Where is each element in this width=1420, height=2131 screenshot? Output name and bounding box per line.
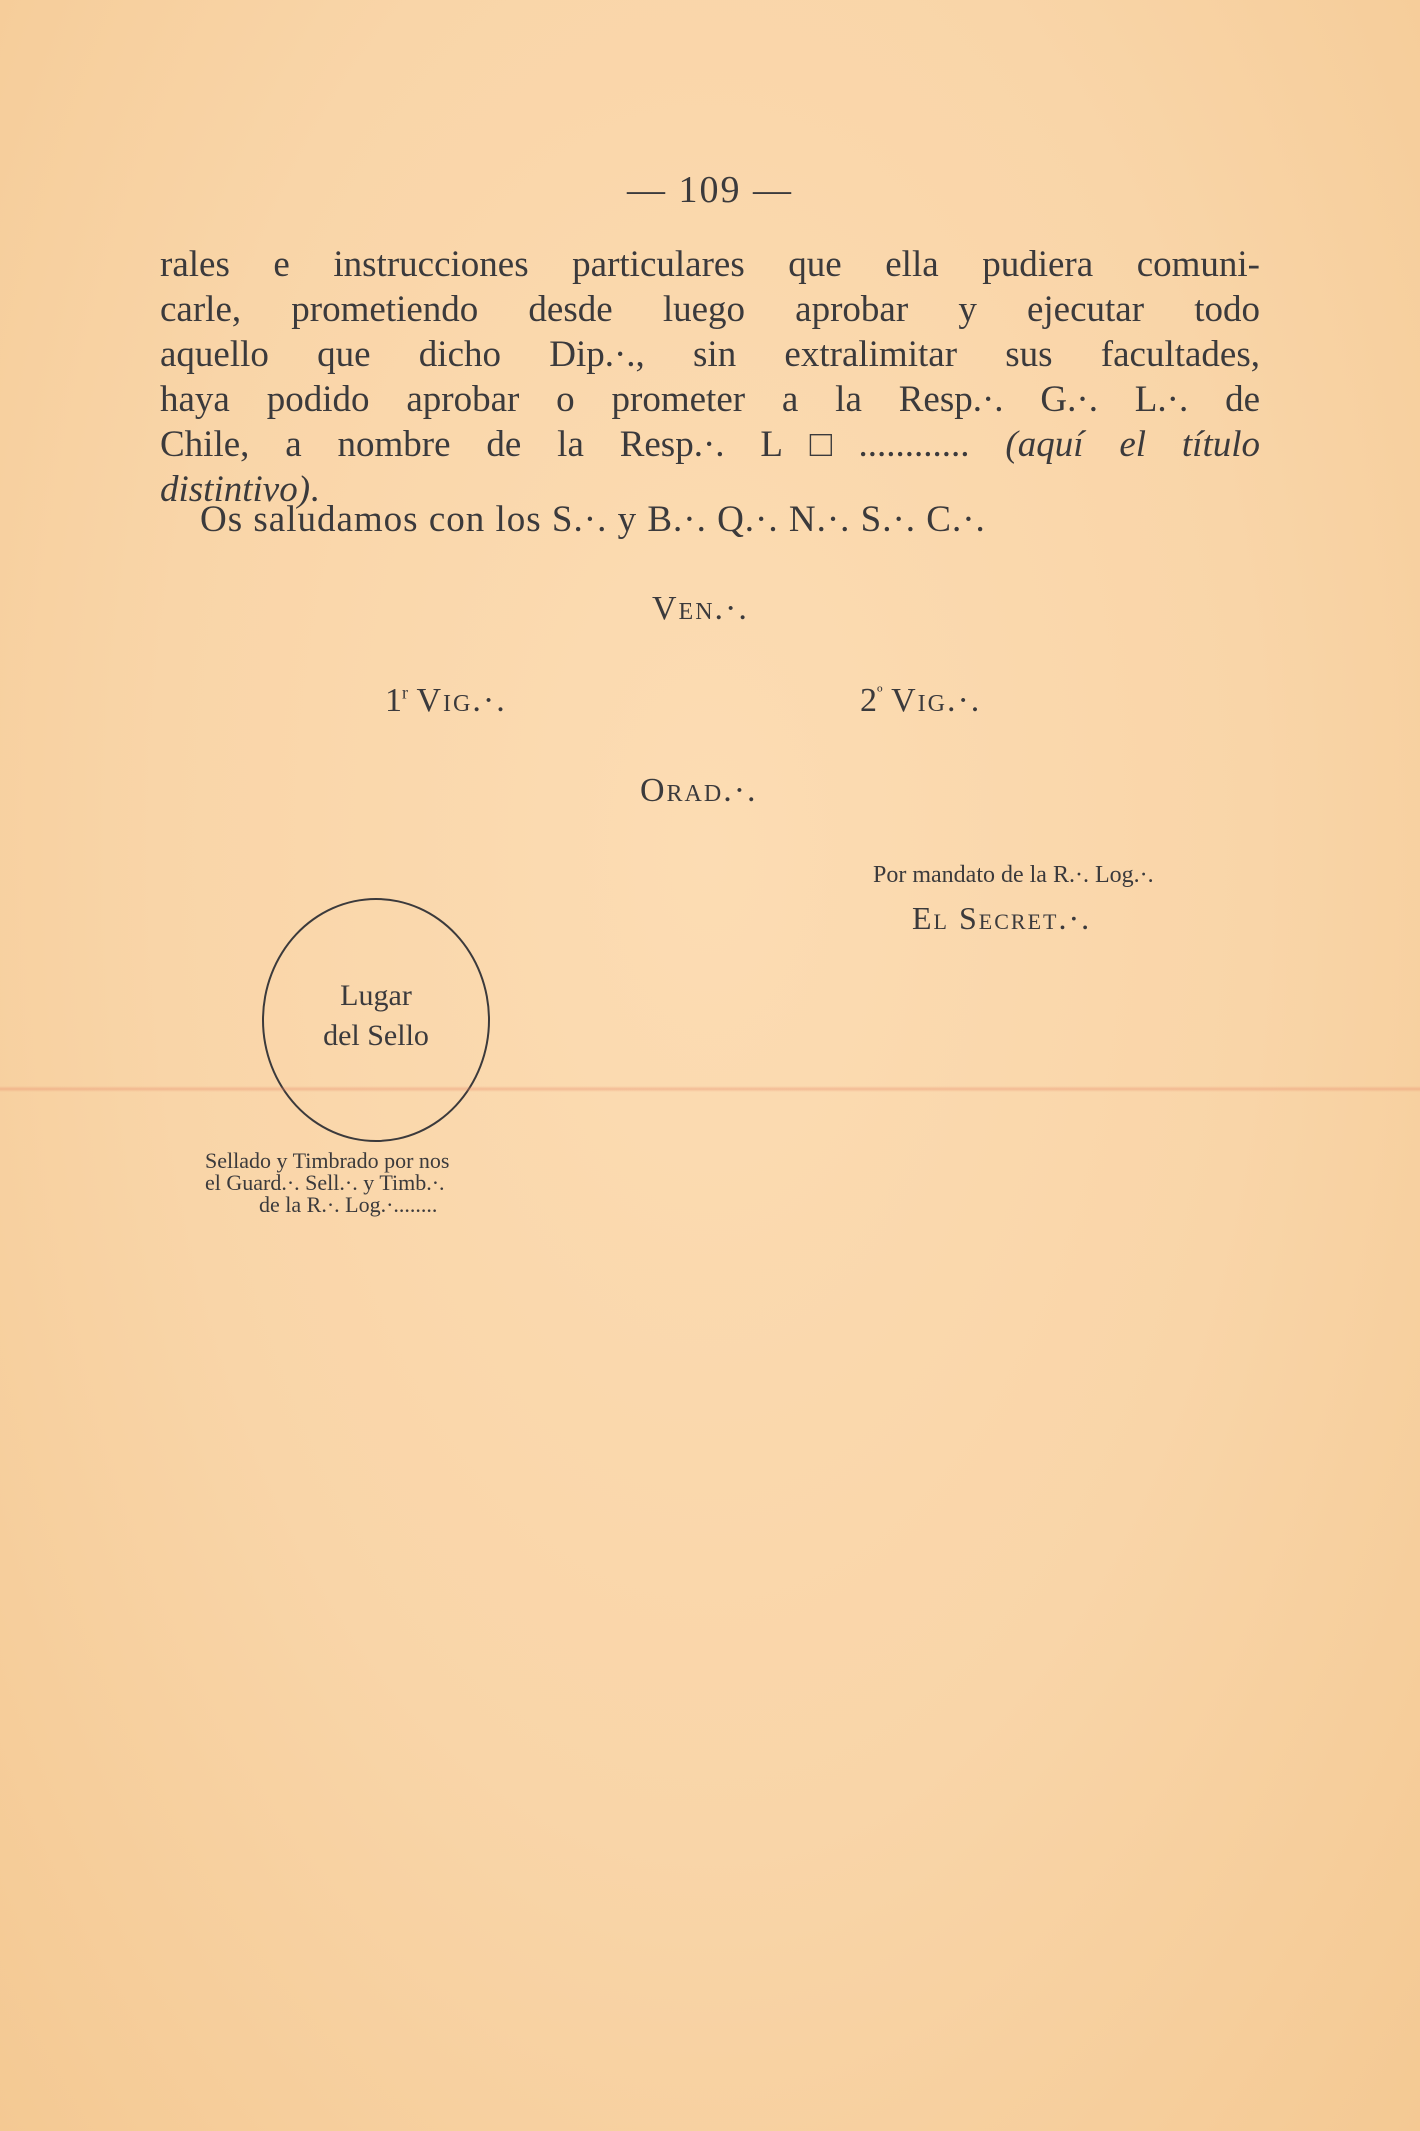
signature-secretary: El Secret.·. bbox=[912, 900, 1092, 936]
body-line: aquello que dicho Dip.·., sin extralimitar sus facultades, bbox=[160, 334, 1260, 375]
stamp-line: Sellado y Timbrado por nos bbox=[205, 1148, 450, 1173]
signature-first-warden bbox=[385, 682, 507, 720]
stamp-note bbox=[205, 1150, 449, 1216]
body-line: haya podido aprobar o prometer a la Resp.·. G.·. L.·. de bbox=[160, 379, 1260, 420]
seal-label-line: del Sello bbox=[323, 1019, 429, 1052]
body-line: carle, prometiendo desde luego aprobar y ejecutar todo bbox=[160, 289, 1260, 330]
body-paragraph bbox=[160, 242, 1260, 512]
warden-title: Vig.·. bbox=[416, 682, 507, 719]
ordinal-suffix: º bbox=[877, 682, 883, 703]
lodge-box-glyph: □ bbox=[782, 424, 859, 465]
body-line-end: . bbox=[310, 469, 320, 510]
body-line bbox=[160, 422, 1260, 467]
stamp-line: de la R.·. Log.·........ bbox=[259, 1192, 438, 1217]
italic-note: distintivo) bbox=[160, 469, 311, 510]
stamp-line: el Guard.·. Sell.·. y Timb.·. bbox=[205, 1170, 445, 1195]
body-line: rales e instrucciones particulares que ella pudiera comuni- bbox=[160, 244, 1260, 285]
salutation: Os saludamos con los S.·. y B.·. Q.·. N.·. S.·. C.·. bbox=[200, 499, 986, 540]
warden-title: Vig.·. bbox=[891, 682, 982, 719]
signature-second-warden bbox=[860, 682, 981, 720]
seal-label-line: Lugar bbox=[340, 979, 412, 1012]
seal-label bbox=[262, 976, 490, 1056]
mandate-line: Por mandato de la R.·. Log.·. bbox=[873, 862, 1154, 888]
fill-dots: ............ bbox=[858, 424, 970, 465]
ordinal-suffix: r bbox=[402, 682, 408, 703]
paper-fold-line bbox=[0, 1086, 1420, 1092]
signature-orator: Orad.·. bbox=[640, 772, 758, 809]
ordinal-number: 2 bbox=[860, 682, 877, 719]
signature-venerable: Ven.·. bbox=[652, 590, 749, 627]
italic-note: (aquí el título bbox=[1005, 424, 1261, 465]
body-line-text: Chile, a nombre de la Resp.·. L bbox=[160, 424, 783, 465]
page-number: — 109 — bbox=[627, 169, 793, 211]
ordinal-number: 1 bbox=[385, 682, 402, 719]
